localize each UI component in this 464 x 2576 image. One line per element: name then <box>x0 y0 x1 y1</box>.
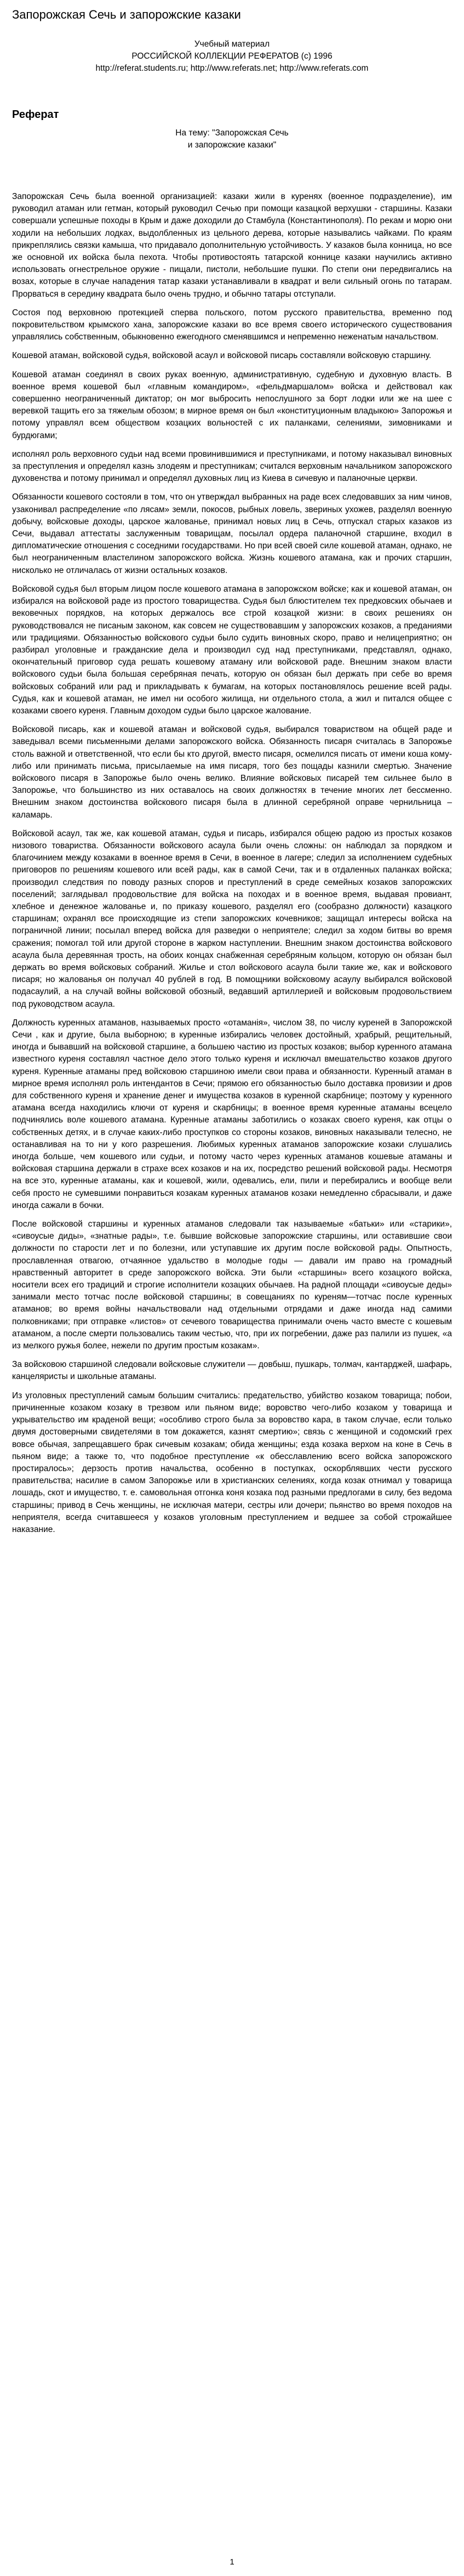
paragraph: Кошевой атаман соединял в своих руках военную, административную, судебную и духовную власть. В военное время кошевой был «главным командиром», «фельдмаршалом» войска и действовал как совершенно неограниченный диктатор; он мог выбросить непослушного за борт лодки или же на шее с веревкой тащить его за тяжелым обозом; в мирное время он был «конституционным владыкою» Запорожья и потому управлял всем обществом козацких вольностей с их паланками, селениями, зимовниками и бурдюгами; <box>12 370 452 440</box>
paragraph: исполнял роль верховного судьи над всеми провинившимися и преступниками, и потому наказывал виновных за преступления и определял казнь злодеям и преступникам; считался верховным начальником запорожского духовенства и потому принимал и определял духовных лиц из Киева в сичевую и паланочные церкви. <box>12 449 452 484</box>
section-heading: Реферат <box>12 109 59 121</box>
paragraph: Запорожская Сечь была военной организацией: казаки жили в куренях (военное подразделение), им руководил атаман или гетман, который руководил Сечью при помощи казацкой верхушки - старшины. Казаки совершали успешные походы в Крым и даже доходили до Стамбула (Константинополя). По рекам и морю они ходили на небольших лодках, выдолбленных из цельного дерева, которые назывались чайками. По краям прикреплялись связки камыша, что придавало дополнительную устойчивость. У казаков была конница, но все же основной их войска была пехота. Чтобы противостоять татарской коннице казаки научились активно использовать огнестрельное оружие - пищали, пистоли, небольшие пушки. По степи они передвигались на возах, которые в случае нападения татар казаки устанавливали в квадрат и вели сильный огонь по татарам. Прорваться в середину квадрата было очень трудно, и обычно татары отступали. <box>12 192 452 299</box>
header-line-material: Учебный материал <box>194 39 270 49</box>
header-line-collection: РОССИЙСКОЙ КОЛЛЕКЦИИ РЕФЕРАТОВ (с) 1996 <box>131 52 333 61</box>
paragraph: Войсковой асаул, так же, как кошевой атаман, судья и писарь, избирался общею радою из простых козаков низового товариства. Обязанности войскового асаула были очень сложны: он наблюдал за порядком и благочинием между козаками в военное время в Сечи, в военное в лагере; следил за исполнением судебных приговоров по решениям кошевого или всей рады, как в самой Сечи, так и в отдаленных паланках войска; производил следствия по поводу разных споров и преступлений в среде семейных козаков запорожских поселений; заглядывал продовольствие для войска на походах и в военное время, выдавая провиант, хлебное и денежное жалованье и, по приказу кошевого, разделял его (сообразно должности) казацкого старшинам; охранял все происходящие из степи запорожских кочевников; защищал интересы войска на пограничной линии; посылал вперед войска для разведки о неприятеле; следил за ходом битвы во время сражения; помогал той или другой стороне в жарком наступлении. Внешним знаком достоинства войскового асаула была деревянная трость, на обоих концах снабженная серебряным кольцом, которую он обязан был держать во время войсковых собраний. Жилье и стол войскового асаула были такие же, как и войскового писаря; но жалованья он получал 40 рублей в год. В помощники войсковому асаулу выбирался войсковой подасаулий, а на случай войны войсковой обозный, ведавший артиллерией и войсковым продовольствием под руководством асаула. <box>12 829 452 1009</box>
paragraph: После войсковой старшины и куренных атаманов следовали так называемые «батьки» или «старики», «сивоусые диды», «знатные рады», т.е. бывшие войсковые запорожские старшины, или оставившие свои должности по старости лет и по болезни, или уступавшие их другим после войсковой рады. Опытность, прославленная отвагою, отчаянное удальство в молодые годы — давали им право на громадный нравственный авторитет в среде запорожского войска. Эти были «старшины» всего козацкого войска, носители всех его традиций и строгие исполнители козацких обычаев. На радной площади «сивоусые деды» занимали место тотчас после войсковой старшины; в совещаниях по куреням—тотчас после куренных атаманов; во время войны начальствовали над отдельными отрядами и даже иногда над самими полковниками; при отправке «листов» от сечевого товарищества принимали очень часто вместе с кошевым атаманом, а после смерти пользовались таким честью, что, при их погребении, даже раз палили из пушек, «а из мелкого ружья более, нежели по другим простым козакам». <box>12 1219 452 1351</box>
topic-line-2: и запорожские казаки" <box>187 140 277 150</box>
paragraph: Войсковой судья был вторым лицом после кошевого атамана в запорожском войске; как и кошевой атаман, он избирался на войсковой раде из простого товарищества. Судья был блюстителем тех предковских обычаев и вековечных порядков, на которых держалось все строй козацкой жизни: в своих решениях он руководствовался не писаным законом, как совсем не существовавшим у запорожских козаков, а преданиями или традициями. Обязанностью войскового судьи было судить виновных скоро, право и нелицеприятно; он разбирал уголовные и гражданские дела и производил суд над преступниками, представлял, однако, окончательный приговор суда решать кошевому атаману или войсковой раде. Внешним знаком власти войскового судьи была большая серебряная печать, которую он обязан был держать при себе во время войсковых собраний или рад и прикладывать к бумагам, на которых постановлялось решение всей рады. Судья, как и кошевой атаман, не имел ни особого жилища, ни отдельного стола, а жил и питался общее с козаками своего куреня. Главным доходом судьи было царское жалование. <box>12 584 452 716</box>
paragraph: Должность куренных атаманов, называемых просто «отаманія», числом 38, по числу куреней в Запорожской Сечи , как и другие, была выборною; в куренные избирались человек достойный, храбрый, рещительный, иногда и бывавший на войсковой старшине, а большею частию из простых козаков; выбор куренного атамана известного куреня составлял частное дело этого только куреня и исключал вмешательство козаков другого куреня. Куренные атаманы пред войсковою старшиною имели свои права и обязанности. Куренный атаман в мирное время исполнял роль интендантов в Сечи; прямою его обязанностью было доставка провизии и дров для собственного куреня и хранение денег и имущества козаков в куренной скарбнице; поэтому у куренного атамана всегда находились ключи от куреня и скарбницы; в военное время куренные атаманы всецело подчинялись воле кошевого атамана. Куренные атаманы заботились о козаках своего куреня, как отцы о собственных детях, и в случае каких-либо проступков со стороны козаков, виновных наказывали телесно, не останавливая на то ни у кого разрешения. Любимых куренных атаманов запорожские козаки слушались иногда больше, чем кошевого или судьи, и потому часто через куренных атаманов кошевые атаманы и войсковая старшина держали в страхе всех козаков и на их, посредство решений войсковой рады. Несмотря на все это, куренные атаманы, как и кошевой, жили, одевались, ели, пили и перебирались и вообще вели себя просто не сумевшими понравиться козакам куренных атаманов козаки немедленно сбрасывали, и даже иногда сажали в бочки. <box>12 1018 452 1210</box>
paragraph: Войсковой писарь, как и кошевой атаман и войсковой судья, выбирался товариством на общей раде и заведывал всеми письменными делами запорожского войска. Обязанность писаря считалась в Запорожье столь важной и ответственной, что если бы кто другой, вместо писаря, осмелился писать от имени коша кому-либо или принимать письма, присылаемые на имя писаря, того без пощады казнили смертью. Значение войскового писаря в Запорожье было очень велико. Влияние войсковых писарей тем сильнее было в Запорожье, что большинство из них оставалось на своих должностях в течение многих лет бессменно. Внешним знаком достоинства войскового писаря была в длинной серебряной оправе чернильница – каламарь. <box>12 725 452 820</box>
document-title: Запорожская Сечь и запорожские казаки <box>12 8 241 21</box>
topic-block <box>12 127 452 151</box>
paragraph: Состоя под верховною протекцией сперва польского, потом русского правительства, временно под покровительством крымского хана, запорожские казаки во все время своего исторического существования управлялись собственным, обыкновенно ежегодного сменявшимся и непременно неженатым начальством. <box>12 308 452 342</box>
page-number: 1 <box>230 2557 234 2567</box>
paragraph: Кошевой атаман, войсковой судья, войсковой асаул и войсковой писарь составляли войсковую старшину. <box>12 351 432 361</box>
source-header <box>12 38 452 75</box>
header-line-links: http://referat.students.ru; http://www.referats.net; http://www.referats.com <box>95 64 369 73</box>
paragraph: За войсковою старшиной следовали войсковые служители — довбыш, пушкарь, толмач, кантарджей, шафарь, канцеляристы и школьные атаманы. <box>12 1360 452 1382</box>
topic-line-1: На тему: "Запорожская Сечь <box>175 128 289 138</box>
paragraph: Из уголовных преступлений самым большим считались: предательство, убийство козаком товарища; побои, причиненные козаком козаку в трезвом или пьяном виде; воровство чего-либо козаком у товарища и укрывательство им краденой вещи; «особливо строго была за воровство кара, в таком случае, если только двумя достоверными свидетелями в том докажется, казнят смертию»; связь с женщиной и содомский грех вовсе обычая, запрещавшего брак сичевым козакам; обида женщины; езда козака верхом на коне в Сечь в пьяном виде; а также то, что подобное преступление «к обесславлению всего войска запорожского простиралось»; дерзость против начальства, особенно в поступках, оскорблявших чести русского правительства; насилие в самом Запорожье или в христианских селениях, когда козак отнимал у товарища лошадь, скот и имущество, т. е. самовольная отгонка коня козака под разными предлогами в силу, без ведома старшины; привод в Сечь женщины, не исключая матери, сестры или дочери; пьянство во время походов на неприятеля, всегда считавшееся у козаков уголовным преступлением и ведшее за собой строжайшее наказание. <box>12 1391 452 1534</box>
body-text <box>12 191 452 1536</box>
paragraph: Обязанности кошевого состояли в том, что он утверждал выбранных на раде всех следовавших за ним чинов, узаконивал распределение «по лясам» земли, покосов, рыбных ловель, звериных ухожев, разделял военную добычу, войсковые доходы, царское жалованье, принимал новых лиц в Сечь, отпускал старых казаков из Сечи, выдавал аттестаты заслуженным товарищам, посылал ордера паланочной старшине, входил в дипломатические отношения с соседними государствами. Но при всей своей силе кошевой атаман, однако, не был неограниченным властелином запорожского войска. Жизнь кошевого атамана, как и прочих старшин, нисколько не отличалась от жизни остальных козаков. <box>12 492 452 575</box>
